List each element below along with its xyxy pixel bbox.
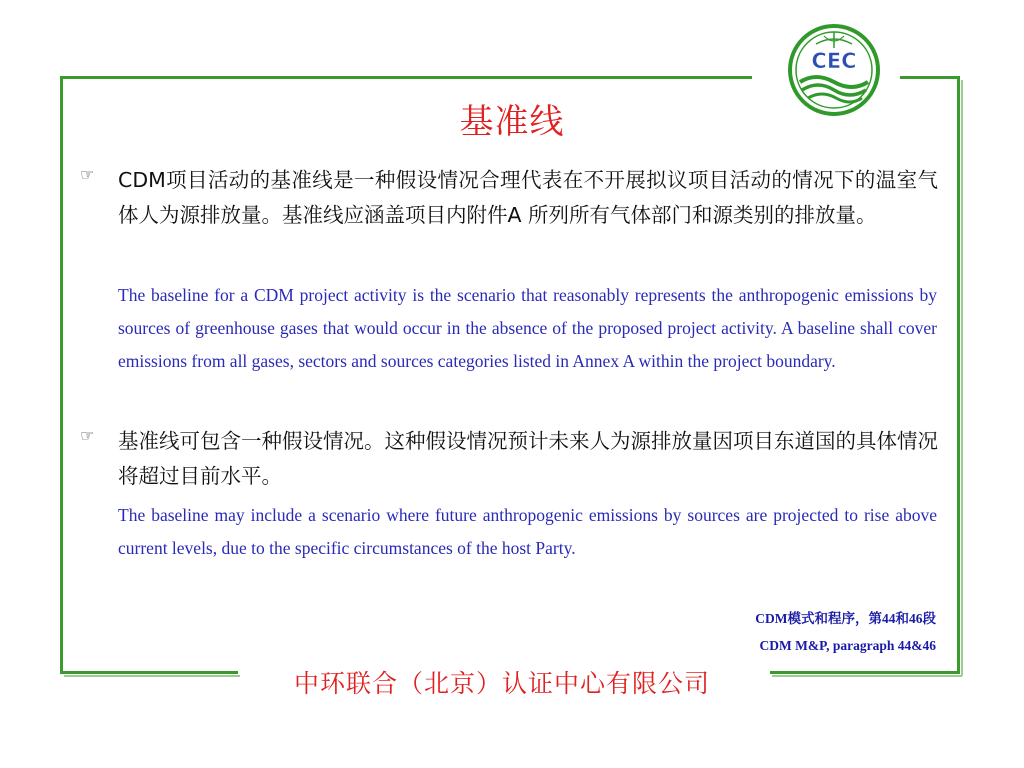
frame-shadow-right — [961, 80, 963, 676]
frame-left — [60, 76, 63, 674]
bullet-1-english-text: The baseline for a CDM project activity is the scenario that reasonably represents the anthropogenic emissions by sources of greenhouse gases that would occur in the absence of the proposed project activity. A baseline shall cover emissions from all gases, sectors and sources categories listed in Annex A within the project boundary. — [118, 285, 937, 371]
reference-english: CDM M&P, paragraph 44&46 — [759, 638, 936, 653]
footer-company-name: 中环联合（北京）认证中心有限公司 — [293, 669, 710, 698]
frame-top-left — [60, 76, 752, 79]
frame-right — [957, 76, 960, 674]
logo-text: CEC — [811, 49, 857, 73]
bullet-2-english-text: The baseline may include a scenario where future anthropogenic emissions by sources are projected to rise above current levels, due to the specific circumstances of the host Party. — [118, 505, 937, 558]
bullet-item-1 — [80, 163, 938, 233]
bullet-1-chinese-text: CDM项目活动的基准线是一种假设情况合理代表在不开展拟议项目活动的情况下的温室气体人为源排放量。基准线应涵盖项目内附件A 所列所有气体部门和源类别的排放量。 — [118, 168, 938, 227]
reference-chinese: CDM模式和程序，第44和46段 — [755, 611, 936, 626]
bullet-item-2 — [80, 424, 938, 494]
hand-pointing-icon: ☞ — [80, 165, 95, 184]
frame-top-right — [900, 76, 960, 79]
bullet-2-chinese-text: 基准线可包含一种假设情况。这种假设情况预计未来人为源排放量因项目东道国的具体情况将超过目前水平。 — [118, 429, 938, 488]
hand-pointing-icon: ☞ — [80, 426, 95, 445]
slide-title: 基准线 — [459, 102, 565, 142]
